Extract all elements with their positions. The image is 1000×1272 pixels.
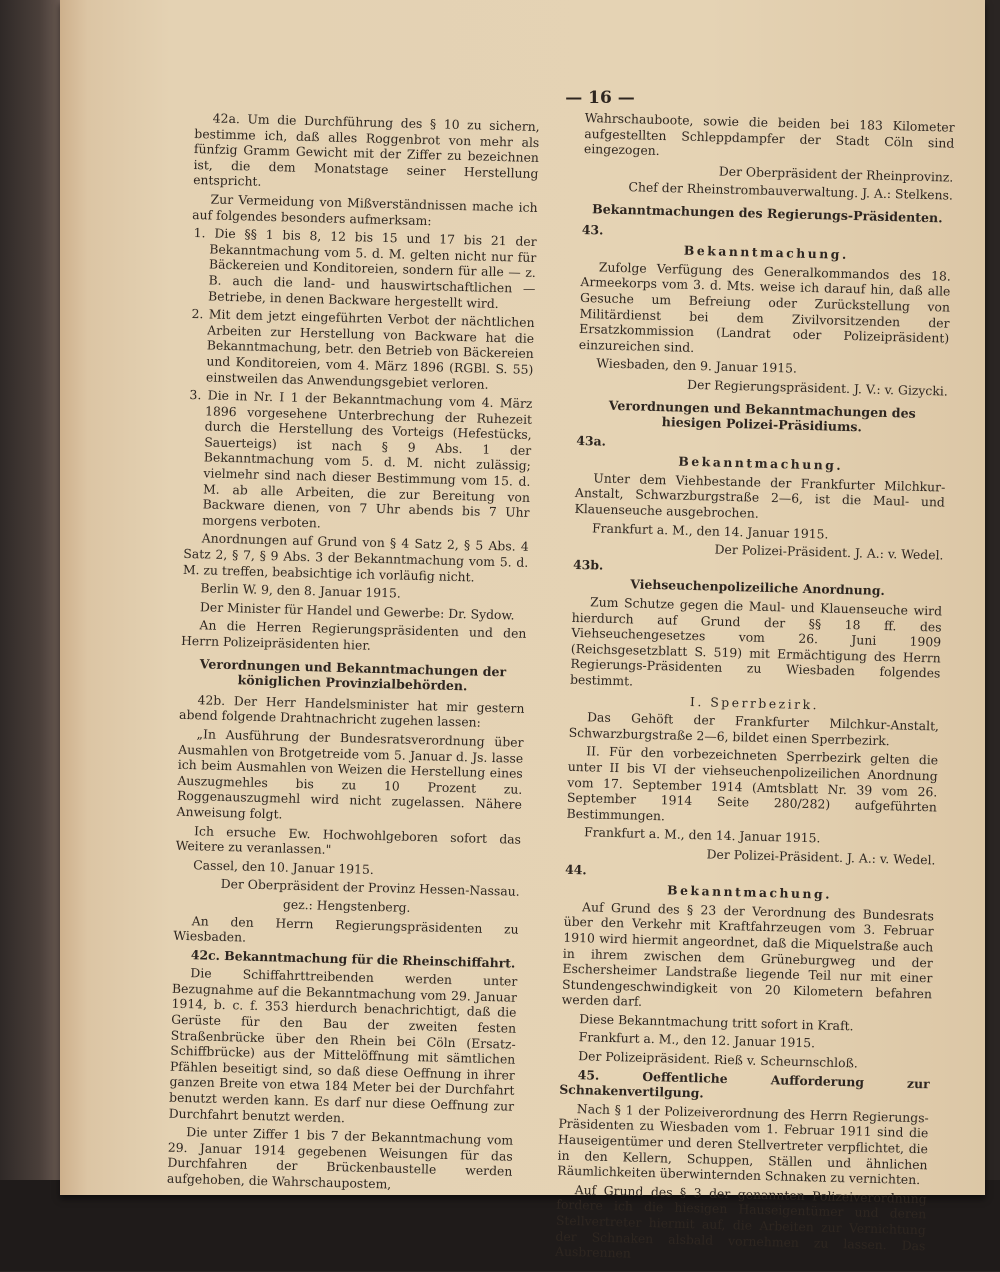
paragraph-43b: Zum Schutze gegen die Maul- und Klauenseuche wird hierdurch auf Grund der §§ 18 ff. des Viehseuchengesetzes vom 26. Juni 1909 (Reichsgesetzblatt S. 519) mit Ermächtigung des Herrn Regierungs-Präsidenten zu Wiesbaden folgendes bestimmt. bbox=[569, 594, 943, 689]
place-date-kassel: Cassel, den 10. Januar 1915. bbox=[193, 856, 375, 877]
section-heading-polizei: Verordnungen und Bekanntmachungen des hiesigen Polizei-Präsidiums. bbox=[608, 397, 916, 435]
signer-minister: Der Minister für Handel und Gewerbe: Dr. Sydow. bbox=[199, 599, 515, 623]
signer-43a: Der Polizei-Präsident. J. A.: v. Wedel. bbox=[714, 541, 944, 563]
list-item-1: 1. Die §§ 1 bis 8, 12 bis 15 und 17 bis 21 der Bekanntmachung vom 5. d. M. gelten nicht nur für Bäckereien und Konditoreien, sondern für alle — z. B. auch die land- und hauswirtschaftlichen — Betriebe, in denen Backware hergestellt wird. bbox=[193, 225, 537, 311]
place-date-44: Frankfurt a. M., den 12. Januar 1915. bbox=[578, 1029, 816, 1051]
signer-gez: gez.: Hengstenberg. bbox=[282, 896, 411, 915]
number-44: 44. bbox=[564, 861, 587, 877]
signer-43: Der Regierungspräsident. J. V.: v. Gizycki. bbox=[686, 376, 948, 399]
section-heading-provinzial: Verordnungen und Bekanntmachungen der königlichen Provinzialbehörden. bbox=[199, 655, 507, 694]
paragraph-43a: Unter dem Viehbestande der Frankfurter Milchkur-Anstalt, Schwarzburgstraße 2—6, ist die Maul- und Klauenseuche ausgebrochen. bbox=[574, 470, 946, 521]
place-date-43b: Frankfurt a. M., den 14. Januar 1915. bbox=[583, 824, 821, 846]
heading-bekanntmachung-43a: Bekanntmachung. bbox=[678, 453, 844, 474]
list-item-3: 3. Die in Nr. I 1 der Bekanntmachung vom 4. März 1896 vorgesehene Unterbrechung der Ruhezeit durch die Herstellung des Vorteigs (Hefestücks, Sauerteigs) ist nach § 9 Abs. 1 der Bekanntmachung vom 5. d. M. nicht zulässig; vielmehr sind nach dieser Bestimmung vom 15. d. M. ab alle Arbeiten, die zur Bereitung von Backware dienen, von 7 Uhr abends bis 7 Uhr morgens verboten. bbox=[189, 387, 533, 531]
right-column bbox=[555, 110, 955, 1272]
request-text: Ich ersuche Ew. Hochwohlgeboren sofort das Weitere zu veranlassen." bbox=[175, 822, 522, 857]
paragraph-42b: 42b. Der Herr Handelsminister hat mir gestern abend folgende Drahtnachricht zugehen lassen: bbox=[178, 692, 525, 731]
signer-43b: Der Polizei-Präsident. J. A.: v. Wedel. bbox=[706, 846, 936, 868]
number-43b: 43b. bbox=[572, 556, 604, 573]
number-43: 43. bbox=[581, 221, 604, 238]
paragraph-45-2: Auf Grund des § 3 der genannten Polizeiverordnung fordere ich die hiesigen Hauseigentümer und deren Stellvertreter hiermit auf, die Arbeiten zur Vernichtung der Schnaken alsbald vornehmen zu lassen. Das Ausbrennen bbox=[554, 1181, 927, 1261]
number-43a: 43a. bbox=[576, 432, 607, 449]
heading-42c: 42c. Bekanntmachung für die Rheinschiffahrt. bbox=[190, 946, 516, 971]
paragraph-orders: Anordnungen auf Grund von § 4 Satz 2, § 5 Abs. 4 Satz 2, § 7, § 9 Abs. 3 der Bekanntmachung vom 5. d. M. zu treffen, beabsichtige ich vorläufig nicht. bbox=[182, 530, 529, 585]
paragraph-42a: 42a. Um die Durchführung des § 10 zu sichern, bestimme ich, daß alles Roggenbrot von mehr als fünfzig Gramm Gewicht mit der Ziffer zu bezeichnen ist, die dem Monatstage seiner Herstellung entspricht. bbox=[192, 110, 540, 190]
paragraph-45: Nach § 1 der Polizeiverordnung des Herrn Regierungs-Präsidenten zu Wiesbaden vom 1. Februar 1911 sind die Hauseigentümer und deren Stellvertreter verpflichtet, die in den Kellern, Schuppen, Ställen und ähnlichen Räumlichkeiten überwinternden Schnaken zu vernichten. bbox=[557, 1100, 929, 1188]
addressee-berlin: An die Herren Regierungspräsidenten und den Herrn Polizeipräsidenten hier. bbox=[180, 617, 527, 653]
section-heading-regierung: Bekanntmachungen des Regierungs-Präsidenten. bbox=[591, 201, 943, 226]
addressee-wiesbaden: An den Herrn Regierungspräsidenten zu Wiesbaden. bbox=[173, 912, 519, 945]
heading-bekanntmachung-44: Bekanntmachung. bbox=[666, 882, 833, 902]
paragraph-continuation: Wahrschauboote, sowie die beiden bei 183 Kilometer aufgestellten Schleppdampfer der Stadt Cöln sind eingezogen. bbox=[583, 110, 955, 159]
heading-43b: Viehseuchenpolizeiliche Anordnung. bbox=[630, 576, 885, 599]
signer-44: Der Polizeipräsident. Rieß v. Scheurnschloß. bbox=[578, 1048, 858, 1071]
quote-telegram: „In Ausführung der Bundesratsverordnung über Ausmahlen von Brotgetreide vom 5. Januar d. Js. lasse ich beim Ausmahlen von Weizen die Herstellung eines Auszugmehles bis zu 10 Prozent zu. Roggenauszugmehl wird nicht zugelassen. Nähere Anweisung folgt. bbox=[176, 726, 524, 822]
paragraph-avoid: Zur Vermeidung von Mißverständnissen mache ich auf folgendes besonders aufmerksam: bbox=[192, 191, 538, 228]
signer-rheinprovinz: Der Oberpräsident der Rheinprovinz. bbox=[718, 163, 954, 185]
signer-chef: Chef der Rheinstrombauverwaltung. J. A.: Stelkens. bbox=[628, 179, 954, 204]
heading-bekanntmachung-43: Bekanntmachung. bbox=[683, 242, 849, 263]
paragraph-ii: II. Für den vorbezeichneten Sperrbezirk gelten die unter II bis VI der viehseuchenpolizeilichen Anordnung vom 17. September 1914 (Amtsblatt Nr. 39 vom 26. September 1914 Seite 280/282) aufgeführten Bestimmungen. bbox=[566, 743, 939, 824]
paragraph-43: Zufolge Verfügung des Generalkommandos des 18. Armeekorps vom 3. d. Mts. weise ich darauf hin, daß alle Gesuche um Befreiung oder Zurückstellung von Militärdienst bei dem Zivilvorsitzenden der Ersatzkommission (Landrat oder Polizeipräsident) einzureichen sind. bbox=[578, 259, 951, 355]
place-date-berlin: Berlin W. 9, den 8. Januar 1915. bbox=[200, 580, 402, 601]
heading-sperrbezirk: I. Sperrbezirk. bbox=[689, 693, 820, 712]
heading-45: 45. Oeffentliche Aufforderung zur Schnakenvertilgung. bbox=[559, 1066, 930, 1101]
page-number: — 16 — bbox=[565, 88, 635, 108]
list-item-2: 2. Mit dem jetzt eingeführten Verbot der nächtlichen Arbeiten zur Herstellung von Backware hat die Bekanntmachung, betr. den Betrieb von Bäckereien und Konditoreien, vom 4. März 1896 (RGBl. S. 55) einstweilen das Anwendungsgebiet verloren. bbox=[191, 306, 535, 392]
paragraph-42c-2: Die unter Ziffer 1 bis 7 der Bekanntmachung vom 29. Januar 1914 gegebenen Weisungen für das Durchfahren der Brückenbaustelle werden aufgehoben, die Wahrschaupostem, bbox=[166, 1124, 514, 1192]
place-date-43: Wiesbaden, den 9. Januar 1915. bbox=[596, 355, 798, 376]
paragraph-44-2: Diese Bekanntmachung tritt sofort in Kraft. bbox=[579, 1011, 854, 1034]
paragraph-44: Auf Grund des § 23 der Verordnung des Bundesrats über den Verkehr mit Kraftfahrzeugen vom 3. Februar 1910 wird hiermit angeordnet, daß die Miquelstraße auch in ihrem zwischen dem Grüneburgweg und der Eschersheimer Landstraße liegende Teil nur mit einer Stundengeschwindigkeit von 20 Kilometern befahren werden darf. bbox=[561, 898, 935, 1010]
left-column bbox=[167, 110, 540, 1198]
signer-oberpraesident: Der Oberpräsident der Provinz Hessen-Nassau. bbox=[220, 876, 520, 900]
paragraph-42c: Die Schiffahrttreibenden werden unter Bezugnahme auf die Bekanntmachung vom 29. Januar 1914, b. c. f. 353 hierdurch benachrichtigt, daß die Gerüste für den Bau der zweiten festen Straßenbrücke über den Rhein bei Cöln (Ersatz-Schiffbrücke) aus der Mittelöffnung mit sämtlichen Pfählen beseitigt sind, so daß diese Oeffnung in ihrer ganzen Breite von etwa 184 Meter bei der Durchfahrt benutzt werden kann. Es darf nur diese Oeffnung zur Durchfahrt benutzt werden. bbox=[168, 965, 518, 1125]
paragraph-sperrbezirk: Das Gehöft der Frankfurter Milchkur-Anstalt, Schwarzburgstraße 2—6, bildet einen Sperrbezirk. bbox=[568, 709, 940, 748]
place-date-43a: Frankfurt a. M., den 14. Januar 1915. bbox=[591, 519, 829, 542]
